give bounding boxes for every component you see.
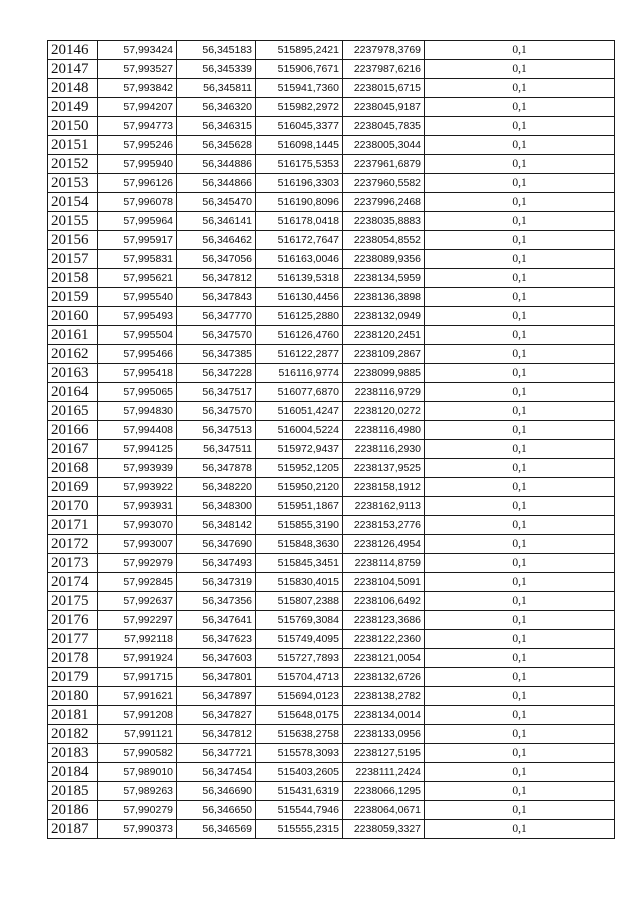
y-coordinate-cell: 2238133,0956: [343, 725, 425, 744]
table-row: [48, 117, 615, 136]
y-coordinate-cell: 2238116,2930: [343, 440, 425, 459]
x-coordinate-cell: 516126,4760: [256, 326, 343, 345]
longitude-cell: 56,346690: [177, 782, 256, 801]
accuracy-cell: 0,1: [425, 117, 615, 136]
latitude-cell: 57,994773: [98, 117, 177, 136]
accuracy-cell: 0,1: [425, 60, 615, 79]
longitude-cell: 56,344866: [177, 174, 256, 193]
accuracy-cell: 0,1: [425, 801, 615, 820]
table-row: [48, 611, 615, 630]
longitude-cell: 56,345628: [177, 136, 256, 155]
point-number-cell: 20186: [48, 801, 98, 820]
latitude-cell: 57,994207: [98, 98, 177, 117]
table-row: [48, 174, 615, 193]
longitude-cell: 56,347801: [177, 668, 256, 687]
x-coordinate-cell: 516172,7647: [256, 231, 343, 250]
table-row: [48, 820, 615, 839]
table-row: [48, 307, 615, 326]
table-row: [48, 497, 615, 516]
latitude-cell: 57,992979: [98, 554, 177, 573]
longitude-cell: 56,348300: [177, 497, 256, 516]
x-coordinate-cell: 515638,2758: [256, 725, 343, 744]
latitude-cell: 57,995065: [98, 383, 177, 402]
point-number-cell: 20154: [48, 193, 98, 212]
longitude-cell: 56,348220: [177, 478, 256, 497]
y-coordinate-cell: 2237987,6216: [343, 60, 425, 79]
x-coordinate-cell: 515769,3084: [256, 611, 343, 630]
y-coordinate-cell: 2238064,0671: [343, 801, 425, 820]
y-coordinate-cell: 2238127,5195: [343, 744, 425, 763]
coordinates-table-body: [48, 41, 615, 839]
point-number-cell: 20149: [48, 98, 98, 117]
latitude-cell: 57,990373: [98, 820, 177, 839]
table-row: [48, 801, 615, 820]
latitude-cell: 57,991715: [98, 668, 177, 687]
point-number-cell: 20158: [48, 269, 98, 288]
y-coordinate-cell: 2238120,2451: [343, 326, 425, 345]
point-number-cell: 20172: [48, 535, 98, 554]
x-coordinate-cell: 516163,0046: [256, 250, 343, 269]
latitude-cell: 57,994125: [98, 440, 177, 459]
point-number-cell: 20146: [48, 41, 98, 60]
longitude-cell: 56,346315: [177, 117, 256, 136]
point-number-cell: 20178: [48, 649, 98, 668]
point-number-cell: 20170: [48, 497, 98, 516]
longitude-cell: 56,344886: [177, 155, 256, 174]
y-coordinate-cell: 2238132,0949: [343, 307, 425, 326]
point-number-cell: 20182: [48, 725, 98, 744]
accuracy-cell: 0,1: [425, 98, 615, 117]
latitude-cell: 57,995540: [98, 288, 177, 307]
accuracy-cell: 0,1: [425, 649, 615, 668]
table-row: [48, 269, 615, 288]
longitude-cell: 56,347385: [177, 345, 256, 364]
point-number-cell: 20173: [48, 554, 98, 573]
longitude-cell: 56,347570: [177, 402, 256, 421]
y-coordinate-cell: 2237978,3769: [343, 41, 425, 60]
table-row: [48, 763, 615, 782]
x-coordinate-cell: 515895,2421: [256, 41, 343, 60]
x-coordinate-cell: 515845,3451: [256, 554, 343, 573]
table-row: [48, 687, 615, 706]
accuracy-cell: 0,1: [425, 440, 615, 459]
latitude-cell: 57,993424: [98, 41, 177, 60]
latitude-cell: 57,995246: [98, 136, 177, 155]
latitude-cell: 57,995504: [98, 326, 177, 345]
y-coordinate-cell: 2238066,1295: [343, 782, 425, 801]
latitude-cell: 57,995831: [98, 250, 177, 269]
x-coordinate-cell: 515578,3093: [256, 744, 343, 763]
accuracy-cell: 0,1: [425, 193, 615, 212]
table-row: [48, 782, 615, 801]
longitude-cell: 56,347623: [177, 630, 256, 649]
x-coordinate-cell: 515830,4015: [256, 573, 343, 592]
x-coordinate-cell: 516196,3303: [256, 174, 343, 193]
table-row: [48, 193, 615, 212]
latitude-cell: 57,995418: [98, 364, 177, 383]
accuracy-cell: 0,1: [425, 459, 615, 478]
y-coordinate-cell: 2238120,0272: [343, 402, 425, 421]
latitude-cell: 57,991121: [98, 725, 177, 744]
table-row: [48, 98, 615, 117]
y-coordinate-cell: 2237960,5582: [343, 174, 425, 193]
x-coordinate-cell: 516098,1445: [256, 136, 343, 155]
point-number-cell: 20176: [48, 611, 98, 630]
x-coordinate-cell: 516045,3377: [256, 117, 343, 136]
x-coordinate-cell: 516175,5353: [256, 155, 343, 174]
x-coordinate-cell: 515807,2388: [256, 592, 343, 611]
point-number-cell: 20165: [48, 402, 98, 421]
longitude-cell: 56,347827: [177, 706, 256, 725]
x-coordinate-cell: 515431,6319: [256, 782, 343, 801]
accuracy-cell: 0,1: [425, 497, 615, 516]
longitude-cell: 56,347056: [177, 250, 256, 269]
y-coordinate-cell: 2238035,8883: [343, 212, 425, 231]
table-row: [48, 383, 615, 402]
longitude-cell: 56,347570: [177, 326, 256, 345]
y-coordinate-cell: 2238059,3327: [343, 820, 425, 839]
x-coordinate-cell: 515727,7893: [256, 649, 343, 668]
accuracy-cell: 0,1: [425, 250, 615, 269]
point-number-cell: 20163: [48, 364, 98, 383]
table-row: [48, 421, 615, 440]
point-number-cell: 20166: [48, 421, 98, 440]
y-coordinate-cell: 2238138,2782: [343, 687, 425, 706]
y-coordinate-cell: 2238122,2360: [343, 630, 425, 649]
y-coordinate-cell: 2238111,2424: [343, 763, 425, 782]
point-number-cell: 20181: [48, 706, 98, 725]
accuracy-cell: 0,1: [425, 231, 615, 250]
accuracy-cell: 0,1: [425, 706, 615, 725]
longitude-cell: 56,347454: [177, 763, 256, 782]
table-row: [48, 649, 615, 668]
latitude-cell: 57,992637: [98, 592, 177, 611]
latitude-cell: 57,993007: [98, 535, 177, 554]
longitude-cell: 56,347878: [177, 459, 256, 478]
point-number-cell: 20153: [48, 174, 98, 193]
x-coordinate-cell: 516178,0418: [256, 212, 343, 231]
point-number-cell: 20161: [48, 326, 98, 345]
longitude-cell: 56,347641: [177, 611, 256, 630]
x-coordinate-cell: 516190,8096: [256, 193, 343, 212]
point-number-cell: 20156: [48, 231, 98, 250]
table-row: [48, 440, 615, 459]
x-coordinate-cell: 516122,2877: [256, 345, 343, 364]
accuracy-cell: 0,1: [425, 592, 615, 611]
point-number-cell: 20151: [48, 136, 98, 155]
latitude-cell: 57,995621: [98, 269, 177, 288]
accuracy-cell: 0,1: [425, 345, 615, 364]
accuracy-cell: 0,1: [425, 155, 615, 174]
longitude-cell: 56,345339: [177, 60, 256, 79]
table-row: [48, 744, 615, 763]
accuracy-cell: 0,1: [425, 288, 615, 307]
latitude-cell: 57,989010: [98, 763, 177, 782]
x-coordinate-cell: 515848,3630: [256, 535, 343, 554]
y-coordinate-cell: 2238104,5091: [343, 573, 425, 592]
table-row: [48, 459, 615, 478]
longitude-cell: 56,347603: [177, 649, 256, 668]
point-number-cell: 20155: [48, 212, 98, 231]
accuracy-cell: 0,1: [425, 535, 615, 554]
y-coordinate-cell: 2238136,3898: [343, 288, 425, 307]
table-row: [48, 516, 615, 535]
latitude-cell: 57,996126: [98, 174, 177, 193]
point-number-cell: 20171: [48, 516, 98, 535]
longitude-cell: 56,345811: [177, 79, 256, 98]
table-row: [48, 250, 615, 269]
latitude-cell: 57,990582: [98, 744, 177, 763]
x-coordinate-cell: 515972,9437: [256, 440, 343, 459]
table-row: [48, 79, 615, 98]
y-coordinate-cell: 2237961,6879: [343, 155, 425, 174]
coordinates-table: [47, 40, 615, 839]
table-row: [48, 231, 615, 250]
accuracy-cell: 0,1: [425, 364, 615, 383]
longitude-cell: 56,346141: [177, 212, 256, 231]
accuracy-cell: 0,1: [425, 307, 615, 326]
x-coordinate-cell: 515951,1867: [256, 497, 343, 516]
longitude-cell: 56,347812: [177, 269, 256, 288]
y-coordinate-cell: 2238089,9356: [343, 250, 425, 269]
y-coordinate-cell: 2237996,2468: [343, 193, 425, 212]
point-number-cell: 20160: [48, 307, 98, 326]
accuracy-cell: 0,1: [425, 820, 615, 839]
longitude-cell: 56,346462: [177, 231, 256, 250]
latitude-cell: 57,993922: [98, 478, 177, 497]
latitude-cell: 57,993527: [98, 60, 177, 79]
y-coordinate-cell: 2238162,9113: [343, 497, 425, 516]
longitude-cell: 56,347721: [177, 744, 256, 763]
table-row: [48, 364, 615, 383]
x-coordinate-cell: 516130,4456: [256, 288, 343, 307]
longitude-cell: 56,347812: [177, 725, 256, 744]
latitude-cell: 57,991924: [98, 649, 177, 668]
x-coordinate-cell: 515749,4095: [256, 630, 343, 649]
point-number-cell: 20157: [48, 250, 98, 269]
y-coordinate-cell: 2238114,8759: [343, 554, 425, 573]
x-coordinate-cell: 515952,1205: [256, 459, 343, 478]
accuracy-cell: 0,1: [425, 782, 615, 801]
longitude-cell: 56,345470: [177, 193, 256, 212]
x-coordinate-cell: 516004,5224: [256, 421, 343, 440]
table-row: [48, 725, 615, 744]
x-coordinate-cell: 516077,6870: [256, 383, 343, 402]
table-row: [48, 668, 615, 687]
x-coordinate-cell: 515941,7360: [256, 79, 343, 98]
x-coordinate-cell: 516051,4247: [256, 402, 343, 421]
table-row: [48, 592, 615, 611]
x-coordinate-cell: 516139,5318: [256, 269, 343, 288]
latitude-cell: 57,995466: [98, 345, 177, 364]
y-coordinate-cell: 2238116,4980: [343, 421, 425, 440]
table-row: [48, 630, 615, 649]
point-number-cell: 20148: [48, 79, 98, 98]
point-number-cell: 20159: [48, 288, 98, 307]
x-coordinate-cell: 515982,2972: [256, 98, 343, 117]
accuracy-cell: 0,1: [425, 744, 615, 763]
y-coordinate-cell: 2238134,0014: [343, 706, 425, 725]
accuracy-cell: 0,1: [425, 725, 615, 744]
accuracy-cell: 0,1: [425, 402, 615, 421]
table-row: [48, 573, 615, 592]
y-coordinate-cell: 2238134,5959: [343, 269, 425, 288]
table-row: [48, 136, 615, 155]
latitude-cell: 57,995493: [98, 307, 177, 326]
longitude-cell: 56,346650: [177, 801, 256, 820]
accuracy-cell: 0,1: [425, 326, 615, 345]
x-coordinate-cell: 515403,2605: [256, 763, 343, 782]
y-coordinate-cell: 2238005,3044: [343, 136, 425, 155]
longitude-cell: 56,347228: [177, 364, 256, 383]
table-row: [48, 41, 615, 60]
longitude-cell: 56,347897: [177, 687, 256, 706]
longitude-cell: 56,347511: [177, 440, 256, 459]
x-coordinate-cell: 516125,2880: [256, 307, 343, 326]
point-number-cell: 20152: [48, 155, 98, 174]
x-coordinate-cell: 515906,7671: [256, 60, 343, 79]
accuracy-cell: 0,1: [425, 611, 615, 630]
x-coordinate-cell: 516116,9774: [256, 364, 343, 383]
accuracy-cell: 0,1: [425, 174, 615, 193]
longitude-cell: 56,347690: [177, 535, 256, 554]
point-number-cell: 20162: [48, 345, 98, 364]
accuracy-cell: 0,1: [425, 554, 615, 573]
accuracy-cell: 0,1: [425, 79, 615, 98]
table-row: [48, 155, 615, 174]
table-row: [48, 706, 615, 725]
longitude-cell: 56,347493: [177, 554, 256, 573]
x-coordinate-cell: 515694,0123: [256, 687, 343, 706]
x-coordinate-cell: 515855,3190: [256, 516, 343, 535]
table-row: [48, 478, 615, 497]
longitude-cell: 56,346569: [177, 820, 256, 839]
accuracy-cell: 0,1: [425, 478, 615, 497]
point-number-cell: 20174: [48, 573, 98, 592]
latitude-cell: 57,992118: [98, 630, 177, 649]
latitude-cell: 57,993931: [98, 497, 177, 516]
latitude-cell: 57,993070: [98, 516, 177, 535]
latitude-cell: 57,989263: [98, 782, 177, 801]
table-row: [48, 345, 615, 364]
accuracy-cell: 0,1: [425, 421, 615, 440]
point-number-cell: 20147: [48, 60, 98, 79]
accuracy-cell: 0,1: [425, 212, 615, 231]
y-coordinate-cell: 2238126,4954: [343, 535, 425, 554]
longitude-cell: 56,347770: [177, 307, 256, 326]
point-number-cell: 20150: [48, 117, 98, 136]
latitude-cell: 57,994830: [98, 402, 177, 421]
point-number-cell: 20177: [48, 630, 98, 649]
latitude-cell: 57,993939: [98, 459, 177, 478]
y-coordinate-cell: 2238045,7835: [343, 117, 425, 136]
x-coordinate-cell: 515555,2315: [256, 820, 343, 839]
point-number-cell: 20169: [48, 478, 98, 497]
accuracy-cell: 0,1: [425, 668, 615, 687]
accuracy-cell: 0,1: [425, 41, 615, 60]
longitude-cell: 56,345183: [177, 41, 256, 60]
y-coordinate-cell: 2238137,9525: [343, 459, 425, 478]
table-row: [48, 60, 615, 79]
table-row: [48, 554, 615, 573]
latitude-cell: 57,991621: [98, 687, 177, 706]
x-coordinate-cell: 515950,2120: [256, 478, 343, 497]
y-coordinate-cell: 2238132,6726: [343, 668, 425, 687]
y-coordinate-cell: 2238045,9187: [343, 98, 425, 117]
longitude-cell: 56,348142: [177, 516, 256, 535]
x-coordinate-cell: 515704,4713: [256, 668, 343, 687]
y-coordinate-cell: 2238109,2867: [343, 345, 425, 364]
y-coordinate-cell: 2238158,1912: [343, 478, 425, 497]
point-number-cell: 20183: [48, 744, 98, 763]
point-number-cell: 20175: [48, 592, 98, 611]
point-number-cell: 20168: [48, 459, 98, 478]
latitude-cell: 57,995964: [98, 212, 177, 231]
accuracy-cell: 0,1: [425, 136, 615, 155]
longitude-cell: 56,346320: [177, 98, 256, 117]
latitude-cell: 57,993842: [98, 79, 177, 98]
longitude-cell: 56,347513: [177, 421, 256, 440]
y-coordinate-cell: 2238121,0054: [343, 649, 425, 668]
longitude-cell: 56,347517: [177, 383, 256, 402]
latitude-cell: 57,995917: [98, 231, 177, 250]
accuracy-cell: 0,1: [425, 516, 615, 535]
table-row: [48, 535, 615, 554]
point-number-cell: 20184: [48, 763, 98, 782]
table-row: [48, 326, 615, 345]
y-coordinate-cell: 2238106,6492: [343, 592, 425, 611]
latitude-cell: 57,990279: [98, 801, 177, 820]
longitude-cell: 56,347843: [177, 288, 256, 307]
point-number-cell: 20185: [48, 782, 98, 801]
table-row: [48, 402, 615, 421]
x-coordinate-cell: 515648,0175: [256, 706, 343, 725]
point-number-cell: 20164: [48, 383, 98, 402]
latitude-cell: 57,991208: [98, 706, 177, 725]
y-coordinate-cell: 2238123,3686: [343, 611, 425, 630]
accuracy-cell: 0,1: [425, 630, 615, 649]
point-number-cell: 20180: [48, 687, 98, 706]
latitude-cell: 57,992297: [98, 611, 177, 630]
latitude-cell: 57,995940: [98, 155, 177, 174]
point-number-cell: 20187: [48, 820, 98, 839]
x-coordinate-cell: 515544,7946: [256, 801, 343, 820]
latitude-cell: 57,992845: [98, 573, 177, 592]
accuracy-cell: 0,1: [425, 763, 615, 782]
accuracy-cell: 0,1: [425, 573, 615, 592]
longitude-cell: 56,347356: [177, 592, 256, 611]
latitude-cell: 57,994408: [98, 421, 177, 440]
table-row: [48, 288, 615, 307]
accuracy-cell: 0,1: [425, 269, 615, 288]
point-number-cell: 20179: [48, 668, 98, 687]
longitude-cell: 56,347319: [177, 573, 256, 592]
accuracy-cell: 0,1: [425, 687, 615, 706]
y-coordinate-cell: 2238015,6715: [343, 79, 425, 98]
accuracy-cell: 0,1: [425, 383, 615, 402]
y-coordinate-cell: 2238099,9885: [343, 364, 425, 383]
table-row: [48, 212, 615, 231]
y-coordinate-cell: 2238054,8552: [343, 231, 425, 250]
y-coordinate-cell: 2238116,9729: [343, 383, 425, 402]
y-coordinate-cell: 2238153,2776: [343, 516, 425, 535]
point-number-cell: 20167: [48, 440, 98, 459]
latitude-cell: 57,996078: [98, 193, 177, 212]
